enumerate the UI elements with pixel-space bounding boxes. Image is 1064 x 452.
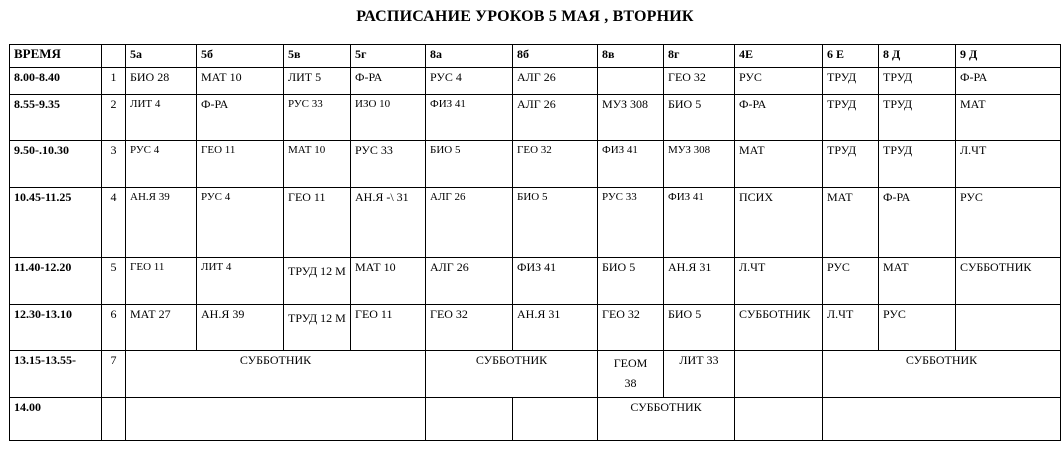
table-row: [10, 95, 1061, 141]
lesson-cell: АЛГ 26: [426, 188, 513, 258]
header-class: 9 Д: [956, 45, 1061, 68]
lesson-number: 5: [102, 258, 126, 305]
header-class: 5б: [197, 45, 284, 68]
lesson-cell: МУЗ 308: [664, 141, 735, 188]
lesson-cell: АН.Я 31: [664, 258, 735, 305]
lesson-cell: ГЕО 11: [197, 141, 284, 188]
table-row: [10, 258, 1061, 305]
lesson-cell: [956, 305, 1061, 351]
lesson-cell: ЛИТ 4: [197, 258, 284, 305]
lesson-cell: АН.Я 39: [197, 305, 284, 351]
lesson-cell: РУС: [823, 258, 879, 305]
table-row: [10, 398, 1061, 441]
lesson-cell: [735, 351, 823, 398]
lesson-cell: БИО 28: [126, 68, 197, 95]
lesson-cell: МАТ: [735, 141, 823, 188]
lesson-cell: ФИЗ 41: [513, 258, 598, 305]
lesson-cell: [126, 398, 426, 441]
subbotnik-cell: СУББОТНИК: [598, 398, 735, 441]
lesson-cell: МУЗ 308: [598, 95, 664, 141]
lesson-time: 13.15-13.55-: [10, 351, 102, 398]
lesson-cell: [426, 398, 513, 441]
header-time: ВРЕМЯ: [10, 45, 102, 68]
lesson-cell: РУС 4: [197, 188, 284, 258]
lesson-cell: ГЕО 11: [351, 305, 426, 351]
lesson-cell: МАТ 10: [197, 68, 284, 95]
header-class: 4Е: [735, 45, 823, 68]
lesson-cell: ТРУД: [879, 141, 956, 188]
lesson-time: 12.30-13.10: [10, 305, 102, 351]
lesson-cell: ФИЗ 41: [664, 188, 735, 258]
lesson-cell: ЛИТ 4: [126, 95, 197, 141]
lesson-cell: ЛИТ 33: [664, 351, 735, 398]
lesson-cell: ГЕО 11: [284, 188, 351, 258]
lesson-cell: ПСИХ: [735, 188, 823, 258]
table-row: [10, 351, 1061, 398]
lesson-time: 11.40-12.20: [10, 258, 102, 305]
lesson-cell: ГЕО 32: [426, 305, 513, 351]
subbotnik-cell: СУББОТНИК: [426, 351, 598, 398]
table-row: [10, 305, 1061, 351]
lesson-cell: Ф-РА: [879, 188, 956, 258]
lesson-cell: МАТ: [879, 258, 956, 305]
page-title: РАСПИСАНИЕ УРОКОВ 5 МАЯ , ВТОРНИК: [356, 8, 694, 25]
lesson-cell: Ф-РА: [956, 68, 1061, 95]
lesson-cell: ЛИТ 5: [284, 68, 351, 95]
lesson-cell: БИО 5: [664, 95, 735, 141]
lesson-cell: РУС 33: [351, 141, 426, 188]
table-row: [10, 68, 1061, 95]
lesson-cell: [735, 398, 823, 441]
lesson-time: 8.55-9.35: [10, 95, 102, 141]
lesson-cell: РУС 4: [126, 141, 197, 188]
lesson-number: 2: [102, 95, 126, 141]
lesson-cell: Ф-РА: [735, 95, 823, 141]
table-row: [10, 188, 1061, 258]
lesson-cell: АН.Я -\ 31: [351, 188, 426, 258]
lesson-cell: Л.ЧТ: [735, 258, 823, 305]
lesson-cell: СУББОТНИК: [956, 258, 1061, 305]
lesson-number: 1: [102, 68, 126, 95]
lesson-cell: РУС 4: [426, 68, 513, 95]
lesson-cell: ИЗО 10: [351, 95, 426, 141]
header-num: [102, 45, 126, 68]
lesson-number: [102, 398, 126, 441]
lesson-cell: АЛГ 26: [513, 68, 598, 95]
subbotnik-cell: СУББОТНИК: [126, 351, 426, 398]
header-class: 6 Е: [823, 45, 879, 68]
lesson-cell: ТРУД 12 М: [284, 258, 351, 305]
lesson-cell: Ф-РА: [351, 68, 426, 95]
lesson-cell: Л.ЧТ: [823, 305, 879, 351]
header-class: 8г: [664, 45, 735, 68]
lesson-cell: ГЕО 32: [664, 68, 735, 95]
lesson-cell: РУС 33: [284, 95, 351, 141]
lesson-cell: ТРУД: [879, 68, 956, 95]
lesson-cell: СУББОТНИК: [735, 305, 823, 351]
lesson-cell: ГЕО 11: [126, 258, 197, 305]
lesson-cell: ГЕОМ 38: [598, 351, 664, 398]
lesson-cell: ТРУД: [823, 68, 879, 95]
lesson-cell: ТРУД: [879, 95, 956, 141]
lesson-cell: [598, 68, 664, 95]
subbotnik-cell: СУББОТНИК: [823, 351, 1061, 398]
lesson-cell: РУС: [879, 305, 956, 351]
header-class: 8в: [598, 45, 664, 68]
lesson-number: 4: [102, 188, 126, 258]
lesson-cell: БИО 5: [598, 258, 664, 305]
table-row: [10, 141, 1061, 188]
lesson-cell: АН.Я 31: [513, 305, 598, 351]
lesson-cell: МАТ: [956, 95, 1061, 141]
lesson-cell: АЛГ 26: [513, 95, 598, 141]
header-class: 5а: [126, 45, 197, 68]
lesson-cell: ГЕО 32: [513, 141, 598, 188]
header-class: 8а: [426, 45, 513, 68]
lesson-cell: БИО 5: [513, 188, 598, 258]
lesson-cell: РУС: [956, 188, 1061, 258]
lesson-cell: ФИЗ 41: [426, 95, 513, 141]
header-class: 8б: [513, 45, 598, 68]
lesson-cell: БИО 5: [664, 305, 735, 351]
lesson-cell: Л.ЧТ: [956, 141, 1061, 188]
lesson-time: 10.45-11.25: [10, 188, 102, 258]
lesson-cell: ТРУД: [823, 141, 879, 188]
lesson-cell: Ф-РА: [197, 95, 284, 141]
lesson-number: 6: [102, 305, 126, 351]
lesson-cell: ГЕО 32: [598, 305, 664, 351]
lesson-cell: АН.Я 39: [126, 188, 197, 258]
lesson-cell: [513, 398, 598, 441]
lesson-cell: МАТ 10: [351, 258, 426, 305]
lesson-cell: БИО 5: [426, 141, 513, 188]
lesson-cell: ФИЗ 41: [598, 141, 664, 188]
lesson-cell: ТРУД 12 М: [284, 305, 351, 351]
schedule-table: [9, 44, 1061, 441]
lesson-cell: РУС: [735, 68, 823, 95]
lesson-time: 8.00-8.40: [10, 68, 102, 95]
lesson-number: 7: [102, 351, 126, 398]
lesson-cell: ТРУД: [823, 95, 879, 141]
header-row: [10, 45, 1061, 68]
lesson-cell: [823, 398, 1061, 441]
lesson-cell: МАТ: [823, 188, 879, 258]
header-class: 8 Д: [879, 45, 956, 68]
lesson-time: 9.50-.10.30: [10, 141, 102, 188]
lesson-cell: РУС 33: [598, 188, 664, 258]
lesson-cell: МАТ 27: [126, 305, 197, 351]
header-class: 5в: [284, 45, 351, 68]
lesson-cell: АЛГ 26: [426, 258, 513, 305]
lesson-time: 14.00: [10, 398, 102, 441]
lesson-cell: МАТ 10: [284, 141, 351, 188]
lesson-number: 3: [102, 141, 126, 188]
header-class: 5г: [351, 45, 426, 68]
